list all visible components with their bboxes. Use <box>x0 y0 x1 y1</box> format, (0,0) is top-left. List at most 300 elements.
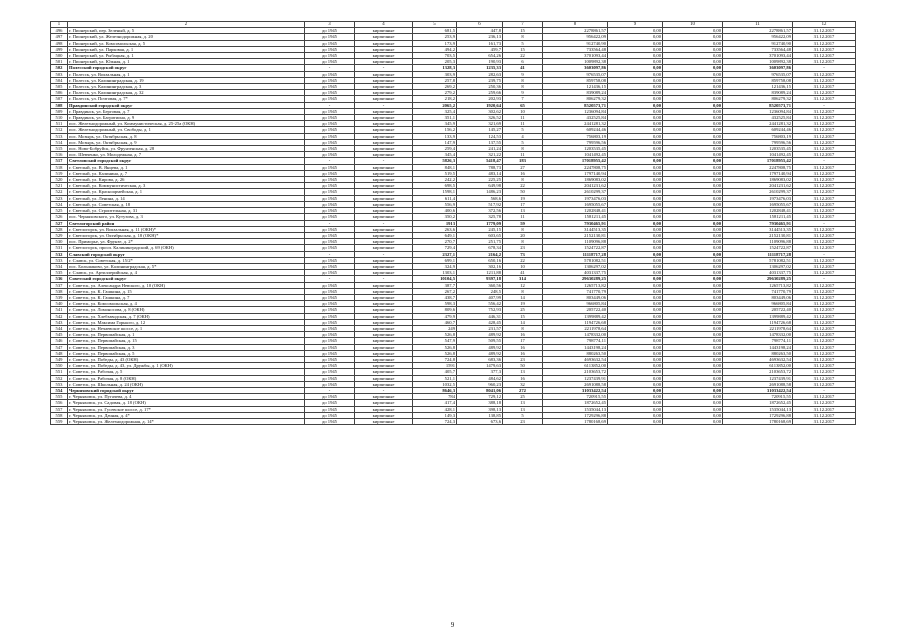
living-area-cell: 484,62 <box>457 375 503 381</box>
total-area-cell: 400,6 <box>413 208 457 214</box>
total-cost-cell: 2247808,75 <box>543 164 608 170</box>
total-cost-cell: 1797140,94 <box>543 170 608 176</box>
other-cost-cell: 121436,15 <box>723 84 793 90</box>
budget-cost-cell: 0,00 <box>663 319 723 325</box>
living-area-cell: 568,6 <box>457 195 503 201</box>
budget-cost-cell: 0,00 <box>663 59 723 65</box>
wall-material-cell: кирпичные <box>355 232 413 238</box>
other-cost-cell: 1524722,87 <box>723 245 793 251</box>
construction-year-cell: до 1945 <box>305 139 355 145</box>
wall-material-cell: кирпичные <box>355 338 413 344</box>
row-number-cell: 508 <box>51 102 68 108</box>
other-cost-cell: 1041492,45 <box>723 152 793 158</box>
construction-year-cell: до 1945 <box>305 282 355 288</box>
construction-year-cell: до 1945 <box>305 294 355 300</box>
total-area-cell: 156,2 <box>413 127 457 133</box>
total-area-cell: 257,8 <box>413 77 457 83</box>
total-cost-cell: 1780168,69 <box>543 419 608 425</box>
total-area-cell: 350,2 <box>413 214 457 220</box>
address-cell: пос. Большаково, ул. Калининградская, д. 5* <box>68 263 305 269</box>
total-area-cell: 5826,3 <box>413 158 457 164</box>
residents-count-cell: 5 <box>503 139 543 145</box>
total-area-cell: 598,3 <box>413 301 457 307</box>
address-cell: г. Советск, ул. Хлебзаводская, д. 7 (ОКН) <box>68 313 305 319</box>
column-number: 12 <box>793 22 856 28</box>
other-cost-cell: 29630289,25 <box>723 276 793 282</box>
other-cost-cell: 741770,79 <box>723 288 793 294</box>
other-cost-cell: 1581211,45 <box>723 214 793 220</box>
living-area-cell: 360,56 <box>457 282 503 288</box>
residents-count-cell: 11 <box>503 214 543 220</box>
row-number-cell: 558 <box>51 412 68 418</box>
other-cost-cell: 956422,09 <box>723 34 793 40</box>
residents-count-cell: 16 <box>503 344 543 350</box>
living-area-cell: 650,16 <box>457 257 503 263</box>
residents-count-cell: 23 <box>503 419 543 425</box>
total-cost-cell: 1237439,91 <box>543 375 608 381</box>
row-number-cell: 496 <box>51 28 68 34</box>
residents-count-cell: 272 <box>503 387 543 393</box>
fund-cost-cell: 0,00 <box>608 28 663 34</box>
total-area-cell: 253,9 <box>413 34 457 40</box>
living-area-cell: 388,18 <box>457 400 503 406</box>
planned-date-cell: 31.12.2017 <box>793 232 856 238</box>
address-cell: г. Советск, ул. К. Гашкина, д. 7 <box>68 294 305 300</box>
column-number: 7 <box>503 22 543 28</box>
address-cell: г. Светлый, ул. В. Янцева, д. 1 <box>68 164 305 170</box>
planned-date-cell: 31.12.2017 <box>793 381 856 387</box>
row-number-cell: 513 <box>51 133 68 139</box>
total-cost-cell: 1203535,45 <box>543 146 608 152</box>
budget-cost-cell: 0,00 <box>663 282 723 288</box>
wall-material-cell: кирпичные <box>355 71 413 77</box>
residents-count-cell: 17 <box>503 338 543 344</box>
fund-cost-cell: 0,00 <box>608 133 663 139</box>
total-cost-cell: 1109096,88 <box>543 239 608 245</box>
address-cell: г. Советск, ул. Рабочая, д. 8 (ОКН) <box>68 375 305 381</box>
residents-count-cell: 8 <box>503 325 543 331</box>
total-area-cell: 703,5 <box>413 53 457 59</box>
budget-cost-cell: 0,00 <box>663 363 723 369</box>
total-cost-cell: 1695055,67 <box>543 201 608 207</box>
residents-count-cell: 7 <box>503 96 543 102</box>
total-area-cell: 681,5 <box>413 28 457 34</box>
wall-material-cell: кирпичные <box>355 294 413 300</box>
residents-count-cell: 13 <box>503 208 543 214</box>
total-cost-cell: 956422,09 <box>543 34 608 40</box>
living-area-cell: 447,8 <box>457 28 503 34</box>
construction-year-cell: до 1945 <box>305 232 355 238</box>
construction-year-cell: до 1945 <box>305 369 355 375</box>
wall-material-cell: кирпичные <box>355 313 413 319</box>
total-cost-cell: 31033422,54 <box>543 387 608 393</box>
address-cell: г. Советск, ул. Первомайская, д. 5 <box>68 350 305 356</box>
budget-cost-cell: 0,00 <box>663 53 723 59</box>
construction-year-cell: до 1945 <box>305 96 355 102</box>
construction-year-cell: до 1945 <box>305 338 355 344</box>
fund-cost-cell: 0,00 <box>608 313 663 319</box>
address-cell: г. Советск, ул. Максима Горького, д. 12 <box>68 319 305 325</box>
living-area-cell: 8041,06 <box>457 387 503 393</box>
address-cell: г. Пионерский, ул. Рыбацкая, д. 1 <box>68 53 305 59</box>
budget-cost-cell: 0,00 <box>663 183 723 189</box>
other-cost-cell: 8520573,71 <box>723 102 793 108</box>
total-cost-cell: 8520573,71 <box>543 102 608 108</box>
wall-material-cell: - <box>355 251 413 257</box>
row-number-cell: 499 <box>51 46 68 52</box>
other-cost-cell: 806279,32 <box>723 96 793 102</box>
fund-cost-cell: 0,00 <box>608 245 663 251</box>
total-cost-cell: 1041492,45 <box>543 152 608 158</box>
total-area-cell: 460,7 <box>413 319 457 325</box>
row-number-cell: 534 <box>51 263 68 269</box>
budget-cost-cell: 0,00 <box>663 121 723 127</box>
other-cost-cell: 1872652,45 <box>723 400 793 406</box>
total-area-cell: 848,1 <box>413 164 457 170</box>
living-area-cell: 161,73 <box>457 40 503 46</box>
total-area-cell: 1303,1 <box>413 270 457 276</box>
address-cell: г. Пионерский, ул. Парковая, д. 1 <box>68 46 305 52</box>
total-cost-cell: 966805,84 <box>543 301 608 307</box>
construction-year-cell: до 1945 <box>305 127 355 133</box>
fund-cost-cell: 0,00 <box>608 183 663 189</box>
living-area-cell: 483,14 <box>457 170 503 176</box>
budget-cost-cell: 0,00 <box>663 251 723 257</box>
total-cost-cell: 5781082,51 <box>543 257 608 263</box>
fund-cost-cell: 0,00 <box>608 288 663 294</box>
address-cell: г. Советск, ул. Нечаевское шоссе, д. 1 <box>68 325 305 331</box>
total-area-cell: 10104,5 <box>413 276 457 282</box>
other-cost-cell: 803449,06 <box>723 294 793 300</box>
wall-material-cell: кирпичные <box>355 164 413 170</box>
wall-material-cell: кирпичные <box>355 96 413 102</box>
living-area-cell: 137,55 <box>457 139 503 145</box>
column-number: 6 <box>457 22 503 28</box>
address-cell: г. Полесск, ул. Калининградская, д. 3 <box>68 84 305 90</box>
address-cell: г. Советск, ул. Первомайская, д. 1 <box>68 332 305 338</box>
construction-year-cell: до 1945 <box>305 84 355 90</box>
budget-cost-cell: 0,00 <box>663 96 723 102</box>
column-number: 10 <box>663 22 723 28</box>
planned-date-cell: 31.12.2017 <box>793 46 856 52</box>
total-area-cell: 724,8 <box>413 356 457 362</box>
planned-date-cell: 31.12.2017 <box>793 307 856 313</box>
row-number-cell: 543 <box>51 319 68 325</box>
fund-cost-cell: 0,00 <box>608 350 663 356</box>
wall-material-cell: кирпичные <box>355 127 413 133</box>
row-number-cell: 544 <box>51 325 68 331</box>
living-area-cell: 729,12 <box>457 394 503 400</box>
wall-material-cell: кирпичные <box>355 133 413 139</box>
budget-cost-cell: 0,00 <box>663 28 723 34</box>
residents-count-cell: 13 <box>503 369 543 375</box>
address-cell: Полесский городской округ <box>68 65 305 71</box>
row-number-cell: 497 <box>51 34 68 40</box>
construction-year-cell: до 1945 <box>305 28 355 34</box>
address-cell: г. Полесск, ул. Вокзальная, д. 1 <box>68 71 305 77</box>
row-number-cell: 537 <box>51 282 68 288</box>
fund-cost-cell: 0,00 <box>608 96 663 102</box>
row-number-cell: 504 <box>51 77 68 83</box>
fund-cost-cell: 0,00 <box>608 251 663 257</box>
total-cost-cell: 6113852,00 <box>543 363 608 369</box>
total-area-cell: 438,7 <box>413 294 457 300</box>
construction-year-cell: до 1945 <box>305 257 355 263</box>
planned-date-cell: 31.12.2017 <box>793 139 856 145</box>
total-cost-cell: 4693632,54 <box>543 356 608 362</box>
budget-cost-cell: 0,00 <box>663 350 723 356</box>
total-area-cell: 173,9 <box>413 40 457 46</box>
planned-date-cell: 31.12.2017 <box>793 239 856 245</box>
residents-count-cell: 8 <box>503 226 543 232</box>
construction-year-cell: до 1945 <box>305 270 355 276</box>
total-area-cell: 494,2 <box>413 46 457 52</box>
wall-material-cell: кирпичные <box>355 307 413 313</box>
total-cost-cell: 1729296,88 <box>543 412 608 418</box>
fund-cost-cell: 0,00 <box>608 220 663 226</box>
construction-year-cell: до 1945 <box>305 313 355 319</box>
construction-year-cell: до 1945 <box>305 344 355 350</box>
total-area-cell: 2327,1 <box>413 251 457 257</box>
row-number-cell: 553 <box>51 381 68 387</box>
construction-year-cell: до 1945 <box>305 201 355 207</box>
total-area-cell: 8646,3 <box>413 387 457 393</box>
address-cell: г. Советск, ул. Школьная, д. 24 (ОКН) <box>68 381 305 387</box>
budget-cost-cell: 0,00 <box>663 40 723 46</box>
address-cell: г. Советск, ул. Первомайская, д. 3 <box>68 344 305 350</box>
total-area-cell: 526,8 <box>413 344 457 350</box>
other-cost-cell: 859758,08 <box>723 77 793 83</box>
total-area-cell: 351,1 <box>413 115 457 121</box>
row-number-cell: 521 <box>51 183 68 189</box>
row-number-cell: 522 <box>51 189 68 195</box>
row-number-cell: 533 <box>51 257 68 263</box>
other-cost-cell: 1203535,45 <box>723 146 793 152</box>
other-cost-cell: 1236094,84 <box>723 108 793 114</box>
construction-year-cell: до 1945 <box>305 239 355 245</box>
total-cost-cell: 1581211,45 <box>543 214 608 220</box>
column-number: 1 <box>51 22 68 28</box>
row-number-cell: 527 <box>51 220 68 226</box>
planned-date-cell: 31.12.2017 <box>793 214 856 220</box>
construction-year-cell: до 1945 <box>305 406 355 412</box>
construction-year-cell: до 1945 <box>305 319 355 325</box>
column-number: 11 <box>723 22 793 28</box>
fund-cost-cell: 0,00 <box>608 201 663 207</box>
planned-date-cell: 31.12.2017 <box>793 350 856 356</box>
wall-material-cell: кирпичные <box>355 46 413 52</box>
budget-cost-cell: 0,00 <box>663 34 723 40</box>
planned-date-cell: 31.12.2017 <box>793 282 856 288</box>
residents-count-cell: 50 <box>503 363 543 369</box>
total-cost-cell: 4031337,75 <box>543 270 608 276</box>
fund-cost-cell: 0,00 <box>608 381 663 387</box>
address-cell: г. Советск, ул. К. Гашкина, д. 15 <box>68 288 305 294</box>
total-cost-cell: 3144513,35 <box>543 226 608 232</box>
other-cost-cell: 1009892,38 <box>723 59 793 65</box>
row-number-cell: 519 <box>51 170 68 176</box>
total-cost-cell: 1194726,68 <box>543 319 608 325</box>
total-area-cell: 2065,2 <box>413 102 457 108</box>
living-area-cell: 145,27 <box>457 127 503 133</box>
residents-count-cell: 16 <box>503 375 543 381</box>
fund-cost-cell: 0,00 <box>608 338 663 344</box>
wall-material-cell: кирпичные <box>355 195 413 201</box>
row-number-cell: 530 <box>51 239 68 245</box>
address-cell: Светлогорский район <box>68 220 305 226</box>
fund-cost-cell: 0,00 <box>608 263 663 269</box>
budget-cost-cell: 0,00 <box>663 208 723 214</box>
other-cost-cell: 2691088,58 <box>723 381 793 387</box>
wall-material-cell: кирпичные <box>355 84 413 90</box>
row-number-cell: 502 <box>51 65 68 71</box>
planned-date-cell: 31.12.2017 <box>793 325 856 331</box>
construction-year-cell: до 1945 <box>305 245 355 251</box>
budget-cost-cell: 0,00 <box>663 65 723 71</box>
row-number-cell: 550 <box>51 363 68 369</box>
wall-material-cell: кирпичные <box>355 263 413 269</box>
budget-cost-cell: 0,00 <box>663 46 723 52</box>
wall-material-cell: кирпичные <box>355 90 413 96</box>
living-area-cell: 960,23 <box>457 381 503 387</box>
row-number-cell: 523 <box>51 195 68 201</box>
other-cost-cell: 756803,19 <box>723 133 793 139</box>
address-cell: г. Светлый, ул. Коммунистическая, д. 3 <box>68 183 305 189</box>
fund-cost-cell: 0,00 <box>608 53 663 59</box>
residents-count-cell: 9 <box>503 90 543 96</box>
address-cell: г. Пионерский, ул. Южная, д. 1 <box>68 59 305 65</box>
other-cost-cell: 1797140,94 <box>723 170 793 176</box>
row-number-cell: 507 <box>51 96 68 102</box>
total-area-cell: 345,9 <box>413 121 457 127</box>
other-cost-cell: 1237439,91 <box>723 375 793 381</box>
planned-date-cell: 31.12.2017 <box>793 257 856 263</box>
construction-year-cell: до 1945 <box>305 53 355 59</box>
planned-date-cell: 31.12.2017 <box>793 84 856 90</box>
budget-cost-cell: 0,00 <box>663 325 723 331</box>
total-cost-cell: 2441281,32 <box>543 121 608 127</box>
budget-cost-cell: 0,00 <box>663 189 723 195</box>
total-area-cell: 417,4 <box>413 400 457 406</box>
total-cost-cell: 3701093,44 <box>543 53 608 59</box>
planned-date-cell: - <box>793 276 856 282</box>
wall-material-cell: кирпичные <box>355 356 413 362</box>
planned-date-cell: 31.12.2017 <box>793 96 856 102</box>
residents-count-cell: 23 <box>503 356 543 362</box>
row-number-cell: 503 <box>51 71 68 77</box>
budget-cost-cell: 0,00 <box>663 115 723 121</box>
address-cell: г. Советск, ул. Рабочая, д. 5 <box>68 369 305 375</box>
total-area-cell: 149,3 <box>413 412 457 418</box>
other-cost-cell: 1695055,67 <box>723 201 793 207</box>
planned-date-cell: 31.12.2017 <box>793 356 856 362</box>
column-number: 9 <box>608 22 663 28</box>
living-area-cell: 398,13 <box>457 406 503 412</box>
total-cost-cell: 17018955,42 <box>543 158 608 164</box>
living-area-cell: 372,56 <box>457 208 503 214</box>
address-cell: Черняховский городской округ <box>68 387 305 393</box>
residents-count-cell: 11 <box>503 152 543 158</box>
row-number-cell: 511 <box>51 121 68 127</box>
column-number: 8 <box>543 22 608 28</box>
total-area-cell: 521,1 <box>413 375 457 381</box>
residents-count-cell: 19 <box>503 301 543 307</box>
row-number-cell: 517 <box>51 158 68 164</box>
total-area-cell: 547,9 <box>413 338 457 344</box>
living-area-cell: 9397,18 <box>457 276 503 282</box>
budget-cost-cell: 0,00 <box>663 232 723 238</box>
budget-cost-cell: 0,00 <box>663 400 723 406</box>
budget-cost-cell: 0,00 <box>663 127 723 133</box>
wall-material-cell: кирпичные <box>355 177 413 183</box>
living-area-cell: 302,62 <box>457 108 503 114</box>
other-cost-cell: 880263,50 <box>723 350 793 356</box>
address-cell: г. Светлый, ул. Строительная, д. 31 <box>68 208 305 214</box>
budget-cost-cell: 0,00 <box>663 139 723 145</box>
budget-cost-cell: 0,00 <box>663 239 723 245</box>
residents-count-cell: 27 <box>503 164 543 170</box>
residents-count-cell: 16 <box>503 332 543 338</box>
address-cell: Правдинский городской округ <box>68 102 305 108</box>
planned-date-cell: - <box>793 158 856 164</box>
address-cell: Светловский городской округ <box>68 158 305 164</box>
budget-cost-cell: 0,00 <box>663 270 723 276</box>
construction-year-cell: до 1945 <box>305 263 355 269</box>
address-cell: пос. Ново-Бобруйск, ул. Фрунзенская, д. 28 <box>68 146 305 152</box>
total-cost-cell: 1399889,42 <box>543 313 608 319</box>
budget-cost-cell: 0,00 <box>663 177 723 183</box>
total-area-cell: 809,6 <box>413 307 457 313</box>
budget-cost-cell: 0,00 <box>663 84 723 90</box>
planned-date-cell: - <box>793 220 856 226</box>
living-area-cell: 1920,64 <box>457 102 503 108</box>
residents-count-cell: 19 <box>503 195 543 201</box>
budget-cost-cell: 0,00 <box>663 301 723 307</box>
construction-year-cell: до 1945 <box>305 133 355 139</box>
other-cost-cell: 609244,46 <box>723 127 793 133</box>
wall-material-cell: - <box>355 387 413 393</box>
total-cost-cell: 205722,40 <box>543 307 608 313</box>
residents-count-cell: 25 <box>503 307 543 313</box>
address-cell: г. Славск, ул. Артиллерийская, д. 4 <box>68 270 305 276</box>
address-cell: г. Полесск, ул. Калининградская, д. 19 <box>68 77 305 83</box>
total-cost-cell: 1869083,02 <box>543 177 608 183</box>
budget-cost-cell: 0,00 <box>663 369 723 375</box>
construction-year-cell: до 1945 <box>305 350 355 356</box>
other-cost-cell: 2103653,72 <box>723 369 793 375</box>
row-number-cell: 542 <box>51 313 68 319</box>
address-cell: г. Славск, ул. Советская, д. 15/2* <box>68 257 305 263</box>
budget-cost-cell: 0,00 <box>663 226 723 232</box>
living-area-cell: 5418,47 <box>457 158 503 164</box>
total-cost-cell: 29630289,25 <box>543 276 608 282</box>
other-cost-cell: 2278861,57 <box>723 28 793 34</box>
residents-count-cell: 11 <box>503 121 543 127</box>
living-area-cell: 459,7 <box>457 46 503 52</box>
row-number-cell: 526 <box>51 214 68 220</box>
other-cost-cell: 31033422,54 <box>723 387 793 393</box>
other-cost-cell: 1535044,13 <box>723 406 793 412</box>
address-cell: г. Правдинск, ул. Берговая, д. 7 <box>68 108 305 114</box>
living-area-cell: 678,34 <box>457 245 503 251</box>
budget-cost-cell: 0,00 <box>663 394 723 400</box>
fund-cost-cell: 0,00 <box>608 65 663 71</box>
fund-cost-cell: 0,00 <box>608 59 663 65</box>
residents-count-cell: 22 <box>503 53 543 59</box>
residents-count-cell: 14 <box>503 319 543 325</box>
construction-year-cell: - <box>305 387 355 393</box>
wall-material-cell: кирпичные <box>355 319 413 325</box>
